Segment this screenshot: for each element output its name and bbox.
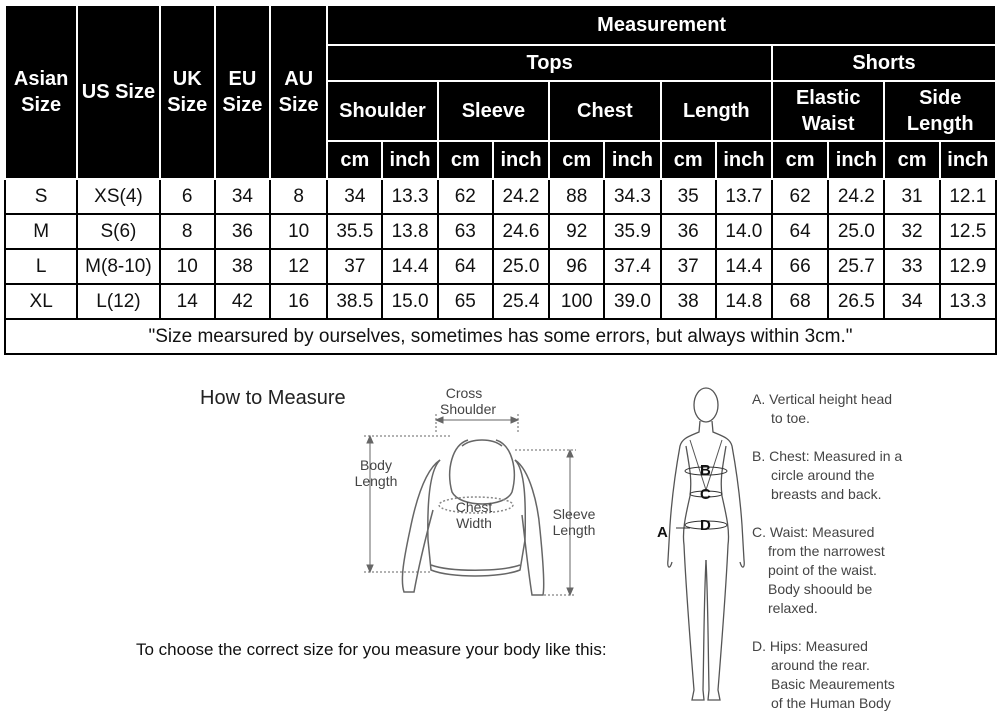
table-cell: XL [5, 284, 77, 319]
cross-shoulder-label: Cross Shoulder [440, 385, 497, 417]
table-cell: 34 [327, 179, 382, 214]
unit-header: cm [884, 141, 939, 179]
table-cell: 12.9 [940, 249, 996, 284]
table-cell: 34 [884, 284, 939, 319]
table-cell: 88 [549, 179, 604, 214]
table-cell: 68 [772, 284, 828, 319]
table-cell: 92 [549, 214, 604, 249]
header-us-size: US Size [77, 5, 159, 179]
table-cell: 62 [438, 179, 493, 214]
table-cell: 39.0 [604, 284, 660, 319]
table-cell: 13.7 [716, 179, 772, 214]
unit-header: inch [493, 141, 549, 179]
unit-header: inch [828, 141, 884, 179]
table-cell: M(8-10) [77, 249, 159, 284]
table-cell: 24.2 [828, 179, 884, 214]
header-measurement: Measurement [327, 5, 996, 45]
body-letter-d: D [700, 517, 711, 534]
table-cell: 37 [327, 249, 382, 284]
table-cell: 64 [438, 249, 493, 284]
table-cell: 62 [772, 179, 828, 214]
unit-header: cm [772, 141, 828, 179]
header-shoulder: Shoulder [327, 81, 437, 141]
header-asian-size: Asian Size [5, 5, 77, 179]
table-cell: 35 [661, 179, 716, 214]
table-cell: 96 [549, 249, 604, 284]
table-cell: 14.0 [716, 214, 772, 249]
table-cell: 100 [549, 284, 604, 319]
table-cell: 14.4 [716, 249, 772, 284]
table-cell: 34 [215, 179, 270, 214]
body-outline [668, 388, 744, 700]
table-cell: S(6) [77, 214, 159, 249]
measure-instruction: To choose the correct size for you measure your body like this: [136, 640, 607, 659]
table-cell: 14.4 [382, 249, 437, 284]
unit-header: cm [438, 141, 493, 179]
table-cell: 12.5 [940, 214, 996, 249]
table-cell: L(12) [77, 284, 159, 319]
table-cell: 35.9 [604, 214, 660, 249]
chest-width-label: Chest Width [455, 499, 493, 531]
table-cell: M [5, 214, 77, 249]
table-cell: 63 [438, 214, 493, 249]
sleeve-length-label: Sleeve Length [552, 506, 596, 538]
table-cell: 64 [772, 214, 828, 249]
table-cell: 8 [160, 214, 215, 249]
header-eu-size: EU Size [215, 5, 270, 179]
unit-header: cm [327, 141, 382, 179]
table-cell: 25.0 [828, 214, 884, 249]
table-cell: 8 [270, 179, 327, 214]
table-cell: 12.1 [940, 179, 996, 214]
table-cell: 38.5 [327, 284, 382, 319]
table-cell: 13.3 [382, 179, 437, 214]
table-cell: 66 [772, 249, 828, 284]
table-cell: 16 [270, 284, 327, 319]
table-cell: 12 [270, 249, 327, 284]
header-au-size: AU Size [270, 5, 327, 179]
body-note-b: B. Chest: Measured in a circle around the breasts and back. [752, 448, 903, 502]
table-cell: 34.3 [604, 179, 660, 214]
unit-header: inch [716, 141, 772, 179]
table-cell: XS(4) [77, 179, 159, 214]
table-cell: 24.6 [493, 214, 549, 249]
table-cell: 13.8 [382, 214, 437, 249]
table-cell: 37 [661, 249, 716, 284]
header-elastic-waist: Elastic Waist [772, 81, 884, 141]
table-cell: 36 [215, 214, 270, 249]
measurement-note: "Size mearsured by ourselves, sometimes has some errors, but always within 3cm." [5, 319, 996, 354]
table-cell: 65 [438, 284, 493, 319]
body-letter-b: B [700, 462, 711, 479]
header-uk-size: UK Size [160, 5, 215, 179]
table-cell: 42 [215, 284, 270, 319]
unit-header: inch [382, 141, 437, 179]
unit-header: inch [940, 141, 996, 179]
table-cell: 10 [270, 214, 327, 249]
body-length-label: Body Length [354, 457, 398, 489]
body-note-a: A. Vertical height head to toe. [752, 391, 893, 426]
table-cell: 13.3 [940, 284, 996, 319]
table-cell: 26.5 [828, 284, 884, 319]
table-cell: 38 [661, 284, 716, 319]
header-tops: Tops [327, 45, 772, 81]
body-note-c: C. Waist: Measured from the narrowest point of the waist. Body shoould be relaxed. [752, 524, 885, 616]
table-cell: S [5, 179, 77, 214]
body-letter-a: A [657, 524, 668, 541]
table-cell: 37.4 [604, 249, 660, 284]
table-cell: 10 [160, 249, 215, 284]
header-sleeve: Sleeve [438, 81, 549, 141]
table-cell: 25.0 [493, 249, 549, 284]
table-cell: 25.7 [828, 249, 884, 284]
unit-header: inch [604, 141, 660, 179]
header-chest: Chest [549, 81, 660, 141]
table-cell: 24.2 [493, 179, 549, 214]
table-cell: 31 [884, 179, 939, 214]
table-cell: 35.5 [327, 214, 382, 249]
how-to-measure-title: How to Measure [200, 387, 346, 409]
table-cell: 6 [160, 179, 215, 214]
header-length: Length [661, 81, 772, 141]
table-cell: 38 [215, 249, 270, 284]
unit-header: cm [549, 141, 604, 179]
header-side-length: Side Length [884, 81, 996, 141]
table-cell: 33 [884, 249, 939, 284]
unit-header: cm [661, 141, 716, 179]
table-cell: 32 [884, 214, 939, 249]
table-cell: 14.8 [716, 284, 772, 319]
body-note-d: D. Hips: Measured around the rear. Basic Meaurements of the Human Body [752, 638, 895, 711]
table-cell: 25.4 [493, 284, 549, 319]
table-cell: 14 [160, 284, 215, 319]
header-shorts: Shorts [772, 45, 996, 81]
table-cell: 36 [661, 214, 716, 249]
table-cell: L [5, 249, 77, 284]
body-letter-c: C [700, 486, 711, 503]
table-cell: 15.0 [382, 284, 437, 319]
